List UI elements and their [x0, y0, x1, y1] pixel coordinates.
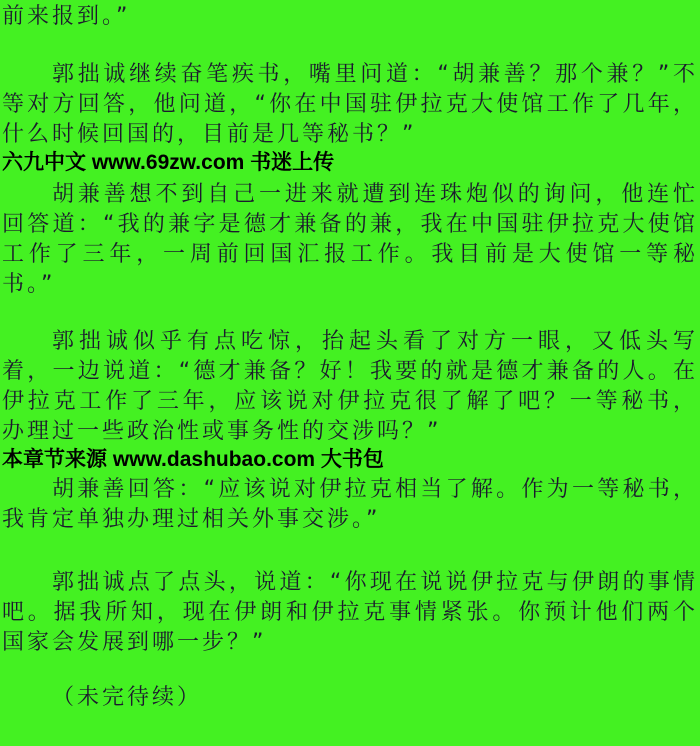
- paragraph: 郭拙诚继续奋笔疾书，嘴里问道：“胡兼善？那个兼？”不等对方回答，他问道，“你在中国驻伊拉克大使馆工作了几年，什么时候回国的，目前是几等秘书？”: [2, 62, 698, 147]
- paragraph: 郭拙诚点了点头，说道：“你现在说说伊拉克与伊朗的事情吧。据我所知，现在伊朗和伊拉克事情紧张。你预计他们两个国家会发展到哪一步？”: [2, 570, 698, 655]
- watermark-69zw: 六九中文 www.69zw.com 书迷上传: [2, 151, 335, 174]
- watermark-dashubao: 本章节来源 www.dashubao.com 大书包: [2, 448, 384, 471]
- paragraph: 胡兼善想不到自己一进来就遭到连珠炮似的询问，他连忙回答道：“我的兼字是德才兼备的兼，我在中国驻伊拉克大使馆工作了三年，一周前回国汇报工作。我目前是大使馆一等秘书。”: [2, 182, 698, 297]
- paragraph: 郭拙诚似乎有点吃惊，抬起头看了对方一眼，又低头写着，一边说道：“德才兼备？好！我要的就是德才兼备的人。在伊拉克工作了三年，应该说对伊拉克很了解了吧？一等秘书，办理过一些政治性或事务性的交涉吗？”: [2, 329, 698, 444]
- paragraph: 胡兼善回答：“应该说对伊拉克相当了解。作为一等秘书，我肯定单独办理过相关外事交涉。”: [2, 477, 698, 532]
- paragraph-continuation: 前来报到。”: [2, 4, 131, 29]
- to-be-continued-note: （未完待续）: [52, 685, 203, 710]
